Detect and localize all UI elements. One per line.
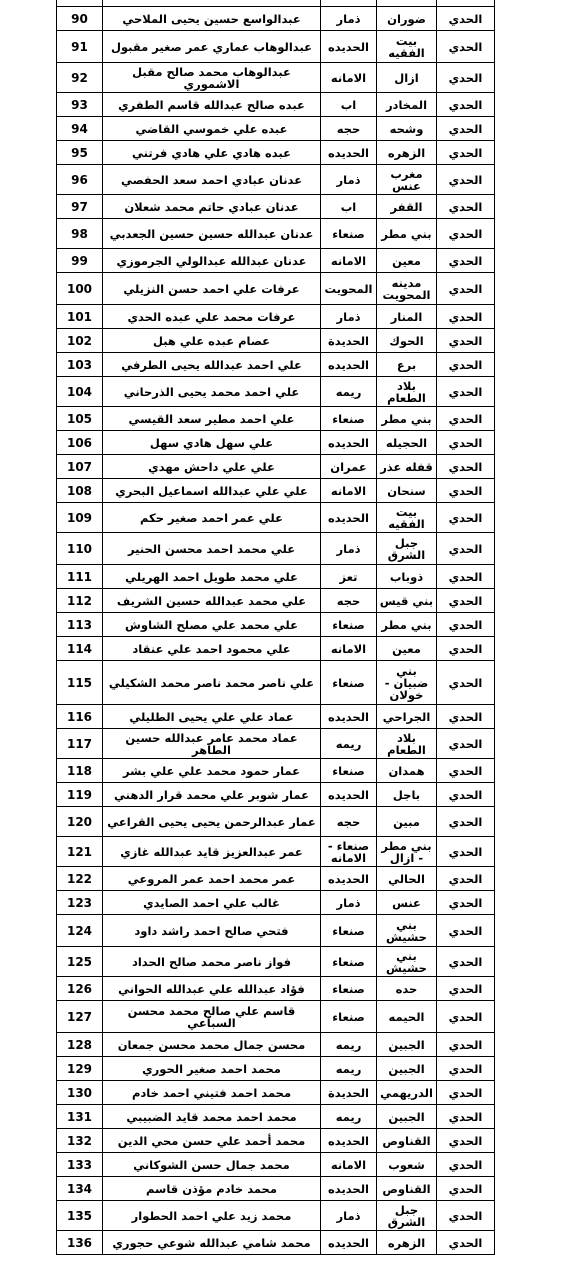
records-table: [56, 0, 495, 1255]
district-cell: ضوران: [377, 7, 437, 31]
governorate-cell: الحديده: [321, 431, 377, 455]
district-cell: بني مطر - ازال: [377, 837, 437, 867]
category-cell: الحدي: [437, 329, 495, 353]
governorate-cell: صنعاء: [321, 661, 377, 705]
table-row: [57, 1057, 495, 1081]
category-cell: الحدي: [437, 661, 495, 705]
name-cell: عبدالوهاب عماري عمر صغير مقبول: [103, 31, 321, 63]
table-row: [57, 1153, 495, 1177]
number-cell: 129: [57, 1057, 103, 1081]
number-cell: 119: [57, 783, 103, 807]
name-cell: محمد زيد علي احمد الحطوار: [103, 1201, 321, 1231]
number-cell: 117: [57, 729, 103, 759]
category-cell: الحدي: [437, 837, 495, 867]
table-row: [57, 1129, 495, 1153]
district-cell: معين: [377, 249, 437, 273]
governorate-cell: الحديده: [321, 1231, 377, 1255]
name-cell: عماد محمد عامر عبدالله حسين الطاهر: [103, 729, 321, 759]
name-cell: عرفات محمد علي عبده الحدي: [103, 305, 321, 329]
number-cell: 107: [57, 455, 103, 479]
district-cell: مبين: [377, 807, 437, 837]
table-row: [57, 117, 495, 141]
table-row: [57, 329, 495, 353]
table-row: [57, 533, 495, 565]
governorate-cell: الحديده: [321, 1177, 377, 1201]
name-cell: محمد احمد محمد قايد الضبيبي: [103, 1105, 321, 1129]
district-cell: بني قيس: [377, 589, 437, 613]
category-cell: الحدي: [437, 915, 495, 947]
governorate-cell: الحديدة: [321, 1081, 377, 1105]
district-cell: معين: [377, 637, 437, 661]
district-cell: باجل: [377, 783, 437, 807]
name-cell: فتحي صالح احمد راشد داود: [103, 915, 321, 947]
district-cell: المنار: [377, 305, 437, 329]
governorate-cell: ريمه: [321, 377, 377, 407]
category-cell: الحدي: [437, 141, 495, 165]
name-cell: فواز ناصر محمد صالح الحداد: [103, 947, 321, 977]
table-row: [57, 219, 495, 249]
district-cell: ازال: [377, 63, 437, 93]
category-cell: الحدي: [437, 589, 495, 613]
table-row: [57, 891, 495, 915]
category-cell: الحدي: [437, 947, 495, 977]
table-row: [57, 783, 495, 807]
category-cell: الحدي: [437, 503, 495, 533]
category-cell: الحدي: [437, 249, 495, 273]
district-cell: الحوك: [377, 329, 437, 353]
number-cell: 104: [57, 377, 103, 407]
category-cell: الحدي: [437, 1201, 495, 1231]
category-cell: الحدي: [437, 1001, 495, 1033]
category-cell: الحدي: [437, 353, 495, 377]
category-cell: الحدي: [437, 1033, 495, 1057]
governorate-cell: صنعاء: [321, 947, 377, 977]
number-cell: 120: [57, 807, 103, 837]
name-cell: محمد خادم مؤذن قاسم: [103, 1177, 321, 1201]
number-cell: 116: [57, 705, 103, 729]
district-cell: الحجيله: [377, 431, 437, 455]
governorate-cell: صنعاء: [321, 977, 377, 1001]
table-row: [57, 305, 495, 329]
district-cell: الجراحي: [377, 705, 437, 729]
district-cell: الحيمه: [377, 1001, 437, 1033]
governorate-cell: اب: [321, 93, 377, 117]
name-cell: فؤاد عبدالله علي عبدالله الحواني: [103, 977, 321, 1001]
category-cell: الحدي: [437, 117, 495, 141]
table-row: [57, 705, 495, 729]
records-table-body: [57, 0, 495, 1255]
category-cell: الحدي: [437, 165, 495, 195]
governorate-cell: الحديده: [321, 503, 377, 533]
governorate-cell: حجه: [321, 589, 377, 613]
district-cell: شعوب: [377, 1153, 437, 1177]
name-cell: علي احمد عبدالله يحيى الطرفي: [103, 353, 321, 377]
number-cell: 132: [57, 1129, 103, 1153]
number-cell: 121: [57, 837, 103, 867]
number-cell: 127: [57, 1001, 103, 1033]
governorate-cell: الحديده: [321, 705, 377, 729]
table-row: [57, 479, 495, 503]
table-row: [57, 1105, 495, 1129]
district-cell: الجبين: [377, 1033, 437, 1057]
name-cell: عمار عبدالرحمن يحيى يحيى القراعي: [103, 807, 321, 837]
category-cell: الحدي: [437, 533, 495, 565]
name-cell: غالب علي احمد الصايدي: [103, 891, 321, 915]
number-cell: 124: [57, 915, 103, 947]
table-row: [57, 729, 495, 759]
number-cell: 110: [57, 533, 103, 565]
governorate-cell: الحديده: [321, 783, 377, 807]
governorate-cell: الحديده: [321, 353, 377, 377]
table-row: [57, 353, 495, 377]
name-cell: عدنان عبدالله حسين حسين الجعدبي: [103, 219, 321, 249]
name-cell: محمد شامي عبدالله شوعي حجوري: [103, 1231, 321, 1255]
table-row: [57, 407, 495, 431]
category-cell: الحدي: [437, 705, 495, 729]
table-row: [57, 377, 495, 407]
name-cell: علي محمد طويل احمد الهريلي: [103, 565, 321, 589]
district-cell: سنحان: [377, 479, 437, 503]
table-row: [57, 867, 495, 891]
number-cell: 96: [57, 165, 103, 195]
category-cell: الحدي: [437, 565, 495, 589]
governorate-cell: عمران: [321, 455, 377, 479]
table-row: [57, 63, 495, 93]
number-cell: 131: [57, 1105, 103, 1129]
category-cell: الحدي: [437, 407, 495, 431]
name-cell: علي محمود احمد علي عنقاد: [103, 637, 321, 661]
name-cell: علي محمد علي مصلح الشاوش: [103, 613, 321, 637]
category-cell: الحدي: [437, 1231, 495, 1255]
category-cell: الحدي: [437, 63, 495, 93]
name-cell: عبده هادي علي هادي فرتني: [103, 141, 321, 165]
name-cell: علي علي عبدالله اسماعيل البحري: [103, 479, 321, 503]
category-cell: الحدي: [437, 7, 495, 31]
number-cell: 108: [57, 479, 103, 503]
governorate-cell: ريمه: [321, 729, 377, 759]
governorate-cell: ريمه: [321, 1033, 377, 1057]
category-cell: الحدي: [437, 1129, 495, 1153]
number-cell: 102: [57, 329, 103, 353]
table-row: [57, 1081, 495, 1105]
category-cell: الحدي: [437, 807, 495, 837]
district-cell: الزهره: [377, 141, 437, 165]
number-cell: 135: [57, 1201, 103, 1231]
name-cell: محمد أحمد علي حسن محي الدين: [103, 1129, 321, 1153]
table-row: [57, 837, 495, 867]
category-cell: الحدي: [437, 377, 495, 407]
number-cell: 118: [57, 759, 103, 783]
number-cell: 128: [57, 1033, 103, 1057]
number-cell: 101: [57, 305, 103, 329]
number-cell: 100: [57, 273, 103, 305]
table-row: [57, 93, 495, 117]
district-cell: ذوباب: [377, 565, 437, 589]
table-row: [57, 613, 495, 637]
category-cell: الحدي: [437, 977, 495, 1001]
number-cell: 126: [57, 977, 103, 1001]
district-cell: بني حشيش: [377, 947, 437, 977]
governorate-cell: الامانه: [321, 479, 377, 503]
name-cell: علي علي داحش مهدي: [103, 455, 321, 479]
name-cell: علي عمر احمد صغير حكم: [103, 503, 321, 533]
district-cell: برع: [377, 353, 437, 377]
category-cell: الحدي: [437, 783, 495, 807]
table-row: [57, 1177, 495, 1201]
number-cell: 122: [57, 867, 103, 891]
number-cell: 133: [57, 1153, 103, 1177]
number-cell: 123: [57, 891, 103, 915]
district-cell: مغرب عنس: [377, 165, 437, 195]
district-cell: جبل الشرق: [377, 1201, 437, 1231]
table-row: [57, 759, 495, 783]
table-row: [57, 7, 495, 31]
category-cell: الحدي: [437, 431, 495, 455]
table-row: [57, 273, 495, 305]
name-cell: عمار شوبر علي محمد قرار الدهني: [103, 783, 321, 807]
category-cell: الحدي: [437, 31, 495, 63]
number-cell: 90: [57, 7, 103, 31]
table-row: [57, 947, 495, 977]
name-cell: عمر محمد احمد عمر المروعي: [103, 867, 321, 891]
governorate-cell: حجه: [321, 117, 377, 141]
table-row: [57, 503, 495, 533]
district-cell: بني مطر: [377, 613, 437, 637]
district-cell: بلاد الطعام: [377, 729, 437, 759]
category-cell: الحدي: [437, 1057, 495, 1081]
district-cell: المخادر: [377, 93, 437, 117]
name-cell: محمد جمال حسن الشوكاني: [103, 1153, 321, 1177]
category-cell: الحدي: [437, 891, 495, 915]
district-cell: بيت الفقيه: [377, 503, 437, 533]
governorate-cell: ذمار: [321, 165, 377, 195]
governorate-cell: ذمار: [321, 891, 377, 915]
governorate-cell: اب: [321, 195, 377, 219]
district-cell: همدان: [377, 759, 437, 783]
table-row: [57, 589, 495, 613]
governorate-cell: ريمه: [321, 1057, 377, 1081]
number-cell: 112: [57, 589, 103, 613]
name-cell: عبده علي خموسي القاضي: [103, 117, 321, 141]
name-cell: عدنان عبادي احمد سعد الحفصي: [103, 165, 321, 195]
category-cell: الحدي: [437, 195, 495, 219]
number-cell: 134: [57, 1177, 103, 1201]
governorate-cell: الامانه: [321, 637, 377, 661]
governorate-cell: ذمار: [321, 7, 377, 31]
table-row: [57, 195, 495, 219]
district-cell: الجبين: [377, 1105, 437, 1129]
governorate-cell: المحويت: [321, 273, 377, 305]
name-cell: عرفات علي احمد حسن النزيلي: [103, 273, 321, 305]
name-cell: قاسم علي صالح محمد محسن السباعي: [103, 1001, 321, 1033]
district-cell: الجبين: [377, 1057, 437, 1081]
category-cell: الحدي: [437, 613, 495, 637]
district-cell: بني مطر: [377, 407, 437, 431]
name-cell: محمد احمد فتيني احمد خادم: [103, 1081, 321, 1105]
table-row: [57, 661, 495, 705]
district-cell: حده: [377, 977, 437, 1001]
table-row: [57, 915, 495, 947]
category-cell: الحدي: [437, 273, 495, 305]
district-cell: الزهره: [377, 1231, 437, 1255]
table-row: [57, 455, 495, 479]
district-cell: بني ضبيان - خولان: [377, 661, 437, 705]
governorate-cell: الامانه: [321, 63, 377, 93]
district-cell: الدريهمي: [377, 1081, 437, 1105]
name-cell: محمد احمد صغير الحوري: [103, 1057, 321, 1081]
category-cell: الحدي: [437, 1081, 495, 1105]
number-cell: 99: [57, 249, 103, 273]
number-cell: 97: [57, 195, 103, 219]
number-cell: 115: [57, 661, 103, 705]
category-cell: الحدي: [437, 93, 495, 117]
name-cell: محسن جمال محمد محسن جمعان: [103, 1033, 321, 1057]
table-row: [57, 141, 495, 165]
number-cell: 105: [57, 407, 103, 431]
name-cell: عمر عبدالعزيز قايد عبدالله غازي: [103, 837, 321, 867]
district-cell: بلاد الطعام: [377, 377, 437, 407]
governorate-cell: الحديده: [321, 867, 377, 891]
number-cell: 125: [57, 947, 103, 977]
district-cell: جبل الشرق: [377, 533, 437, 565]
table-row: [57, 165, 495, 195]
district-cell: الحالي: [377, 867, 437, 891]
table-row: [57, 565, 495, 589]
name-cell: علي سهل هادي سهل: [103, 431, 321, 455]
name-cell: علي احمد مطير سعد القيسي: [103, 407, 321, 431]
governorate-cell: صنعاء: [321, 915, 377, 947]
name-cell: عدنان عبادي حاتم محمد شعلان: [103, 195, 321, 219]
table-row: [57, 431, 495, 455]
category-cell: الحدي: [437, 455, 495, 479]
governorate-cell: صنعاء: [321, 613, 377, 637]
table-row: [57, 807, 495, 837]
number-cell: 98: [57, 219, 103, 249]
name-cell: عصام عبده علي هبل: [103, 329, 321, 353]
table-row: [57, 977, 495, 1001]
number-cell: 91: [57, 31, 103, 63]
district-cell: القناوص: [377, 1177, 437, 1201]
table-row: [57, 31, 495, 63]
district-cell: وشحه: [377, 117, 437, 141]
governorate-cell: صنعاء: [321, 219, 377, 249]
district-cell: مدينه المحويت: [377, 273, 437, 305]
table-row: [57, 637, 495, 661]
number-cell: 109: [57, 503, 103, 533]
district-cell: قفله عذر: [377, 455, 437, 479]
table-row: [57, 1033, 495, 1057]
district-cell: القفر: [377, 195, 437, 219]
number-cell: 95: [57, 141, 103, 165]
name-cell: علي محمد احمد محسن الحنير: [103, 533, 321, 565]
number-cell: 136: [57, 1231, 103, 1255]
category-cell: الحدي: [437, 305, 495, 329]
district-cell: بني مطر: [377, 219, 437, 249]
name-cell: علي احمد محمد يحيى الذرحاني: [103, 377, 321, 407]
table-row: [57, 1231, 495, 1255]
governorate-cell: صنعاء - الامانه: [321, 837, 377, 867]
name-cell: عبدالواسع حسين يحيى الملاحي: [103, 7, 321, 31]
category-cell: الحدي: [437, 1177, 495, 1201]
name-cell: عبده صالح عبدالله قاسم الطفري: [103, 93, 321, 117]
category-cell: الحدي: [437, 1105, 495, 1129]
category-cell: الحدي: [437, 867, 495, 891]
number-cell: 92: [57, 63, 103, 93]
number-cell: 111: [57, 565, 103, 589]
governorate-cell: ذمار: [321, 533, 377, 565]
name-cell: علي ناصر محمد ناصر محمد الشكيلي: [103, 661, 321, 705]
district-cell: بيت الفقيه: [377, 31, 437, 63]
number-cell: 130: [57, 1081, 103, 1105]
name-cell: عمار حمود محمد علي علي بشر: [103, 759, 321, 783]
district-cell: القناوص: [377, 1129, 437, 1153]
name-cell: عماد علي علي يحيى الطليلي: [103, 705, 321, 729]
district-cell: عنس: [377, 891, 437, 915]
name-cell: عبدالوهاب محمد صالح مقبل الاشموري: [103, 63, 321, 93]
name-cell: عدنان عبدالله عبدالولي الجرموزي: [103, 249, 321, 273]
governorate-cell: الحديدة: [321, 329, 377, 353]
governorate-cell: ذمار: [321, 305, 377, 329]
table-row: [57, 1201, 495, 1231]
governorate-cell: الحديده: [321, 1129, 377, 1153]
governorate-cell: ريمه: [321, 1105, 377, 1129]
number-cell: 103: [57, 353, 103, 377]
number-cell: 113: [57, 613, 103, 637]
district-cell: بني حشيش: [377, 915, 437, 947]
number-cell: 94: [57, 117, 103, 141]
number-cell: 114: [57, 637, 103, 661]
category-cell: الحدي: [437, 759, 495, 783]
governorate-cell: الحديده: [321, 31, 377, 63]
governorate-cell: الامانه: [321, 249, 377, 273]
number-cell: 93: [57, 93, 103, 117]
category-cell: الحدي: [437, 637, 495, 661]
governorate-cell: حجه: [321, 807, 377, 837]
governorate-cell: الحديده: [321, 141, 377, 165]
governorate-cell: صنعاء: [321, 759, 377, 783]
category-cell: الحدي: [437, 219, 495, 249]
governorate-cell: ذمار: [321, 1201, 377, 1231]
name-cell: علي محمد عبدالله حسين الشريف: [103, 589, 321, 613]
governorate-cell: صنعاء: [321, 407, 377, 431]
table-row: [57, 1001, 495, 1033]
number-cell: 106: [57, 431, 103, 455]
governorate-cell: تعز: [321, 565, 377, 589]
governorate-cell: الامانه: [321, 1153, 377, 1177]
table-row: [57, 249, 495, 273]
category-cell: الحدي: [437, 479, 495, 503]
category-cell: الحدي: [437, 729, 495, 759]
category-cell: الحدي: [437, 1153, 495, 1177]
governorate-cell: صنعاء: [321, 1001, 377, 1033]
